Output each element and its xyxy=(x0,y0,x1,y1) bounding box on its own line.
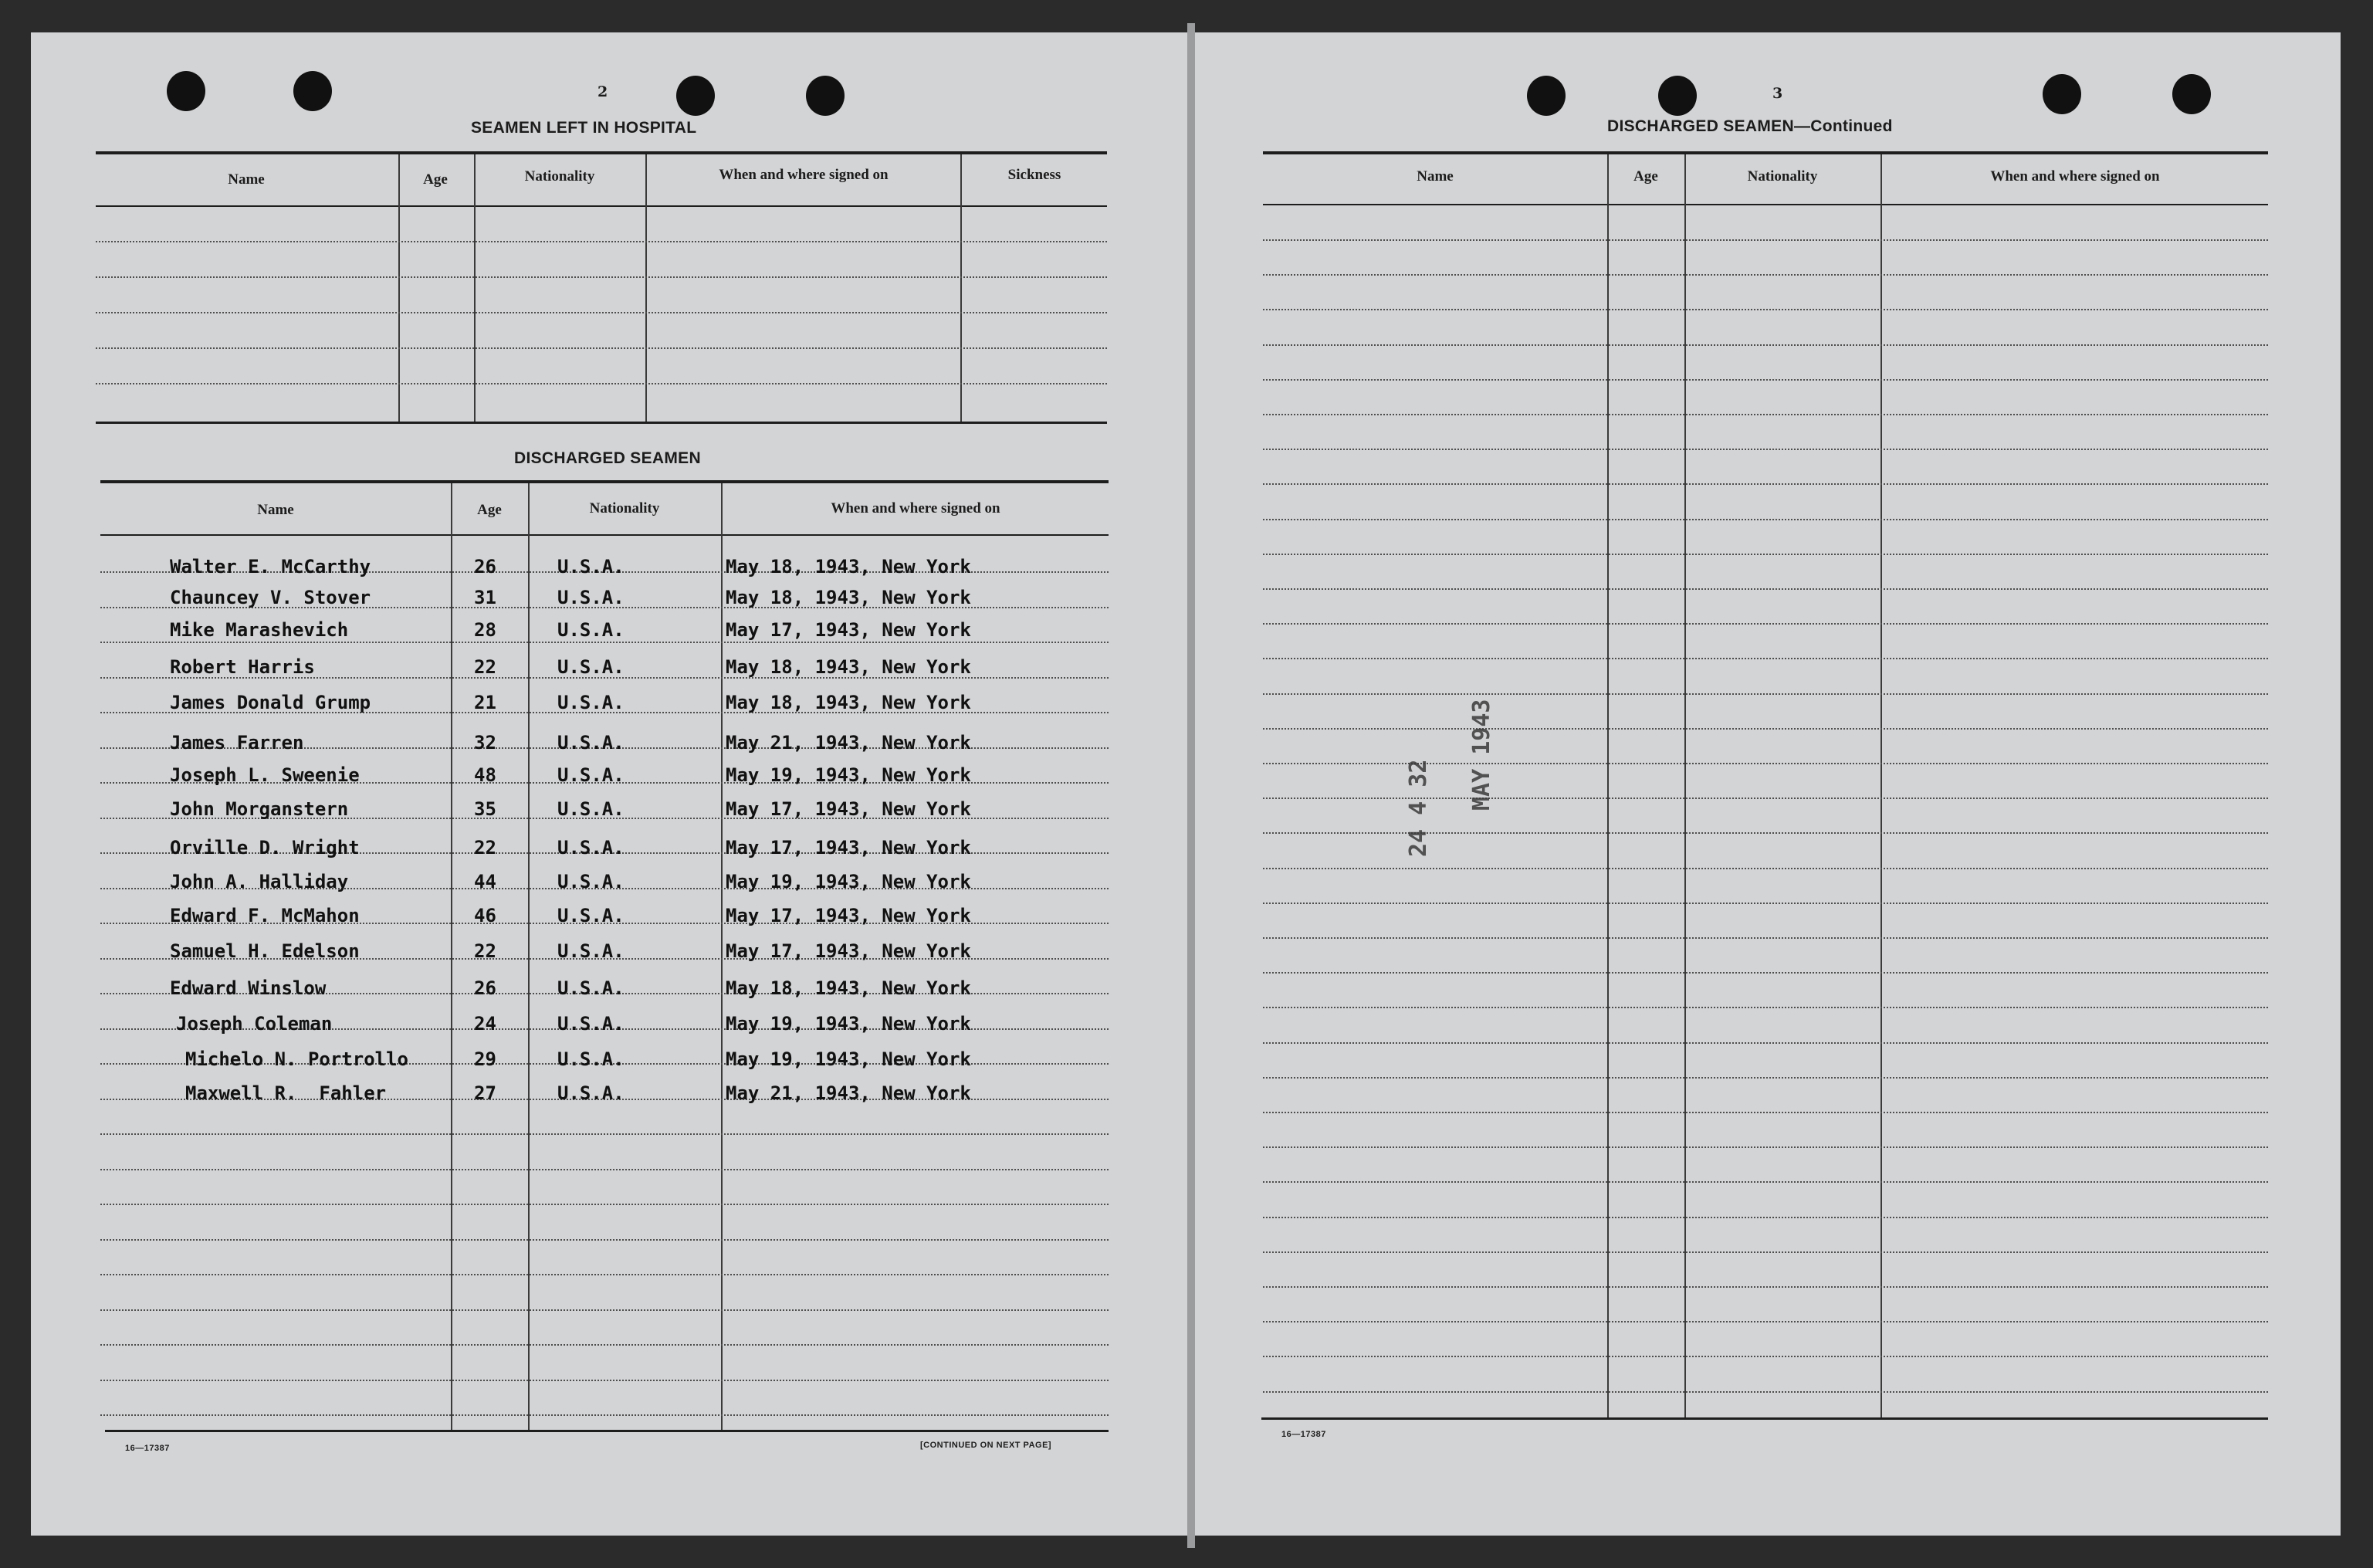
seaman-signed-on: May 19, 1943, New York xyxy=(726,1048,971,1070)
punch-hole xyxy=(806,76,845,116)
seaman-signed-on: May 17, 1943, New York xyxy=(726,619,971,641)
seaman-nationality: U.S.A. xyxy=(557,977,625,999)
seaman-nationality: U.S.A. xyxy=(557,692,625,713)
column-header-nationality: Nationality xyxy=(589,500,660,516)
row-guide-line xyxy=(100,1274,1109,1275)
column-header-nationality: Nationality xyxy=(524,168,595,185)
column-divider xyxy=(645,154,647,422)
column-header-name: Name xyxy=(228,171,265,188)
header-rule xyxy=(100,534,1109,536)
seaman-age: 21 xyxy=(474,692,496,713)
seaman-signed-on: May 21, 1943, New York xyxy=(726,732,971,754)
row-guide-line xyxy=(1263,379,2268,381)
seaman-name: Robert Harris xyxy=(170,656,315,678)
row-guide-line xyxy=(1263,554,2268,555)
seaman-age: 22 xyxy=(474,837,496,859)
row-guide-line xyxy=(1263,1181,2268,1183)
column-header-signed-on: When and where signed on xyxy=(719,167,889,183)
row-guide-line xyxy=(100,1309,1109,1311)
row-guide-line xyxy=(1263,693,2268,695)
seaman-signed-on: May 19, 1943, New York xyxy=(726,764,971,786)
row-guide-line xyxy=(1263,1286,2268,1288)
row-guide-line xyxy=(100,1204,1109,1205)
punch-hole xyxy=(2043,74,2081,114)
column-header-signed-on: When and where signed on xyxy=(1990,168,2160,185)
row-guide-line xyxy=(1263,1112,2268,1113)
form-number: 16—17387 xyxy=(1281,1430,1326,1439)
seaman-name: Samuel H. Edelson xyxy=(170,940,360,962)
seaman-age: 24 xyxy=(474,1013,496,1035)
seaman-nationality: U.S.A. xyxy=(557,764,625,786)
row-guide-line xyxy=(96,276,1107,278)
row-guide-line xyxy=(1263,1321,2268,1322)
row-guide-line xyxy=(1263,868,2268,869)
row-guide-line xyxy=(1263,658,2268,659)
seaman-signed-on: May 18, 1943, New York xyxy=(726,556,971,577)
seaman-nationality: U.S.A. xyxy=(557,1082,625,1104)
row-guide-line xyxy=(100,1239,1109,1241)
seaman-signed-on: May 18, 1943, New York xyxy=(726,977,971,999)
seaman-age: 22 xyxy=(474,940,496,962)
row-guide-line xyxy=(1263,588,2268,590)
row-guide-line xyxy=(1263,1251,2268,1253)
seaman-age: 29 xyxy=(474,1048,496,1070)
seaman-nationality: U.S.A. xyxy=(557,1013,625,1035)
seaman-name: Michelo N. Portrollo xyxy=(185,1048,408,1070)
seaman-age: 22 xyxy=(474,656,496,678)
column-header-nationality: Nationality xyxy=(1747,168,1818,185)
continued-section-title: DISCHARGED SEAMEN—Continued xyxy=(1607,117,1893,135)
seaman-nationality: U.S.A. xyxy=(557,587,625,608)
row-guide-line xyxy=(1263,309,2268,310)
table-top-rule xyxy=(100,480,1109,483)
seaman-signed-on: May 21, 1943, New York xyxy=(726,1082,971,1104)
seaman-signed-on: May 18, 1943, New York xyxy=(726,692,971,713)
seaman-signed-on: May 19, 1943, New York xyxy=(726,871,971,892)
table-bottom-rule xyxy=(1261,1417,2268,1420)
page-number: 2 xyxy=(597,83,608,100)
table-bottom-rule xyxy=(105,1430,1109,1432)
row-guide-line xyxy=(100,1414,1109,1416)
right-page xyxy=(1193,32,2341,1536)
seaman-name: James Farren xyxy=(170,732,304,754)
row-guide-line xyxy=(1263,414,2268,415)
punch-hole xyxy=(293,71,332,111)
row-guide-line xyxy=(1263,274,2268,276)
seaman-signed-on: May 18, 1943, New York xyxy=(726,656,971,678)
row-guide-line xyxy=(1263,1217,2268,1218)
table-top-rule xyxy=(96,151,1107,154)
row-guide-line xyxy=(1263,623,2268,625)
row-guide-line xyxy=(1263,483,2268,485)
received-stamp: 24 4 32 xyxy=(1405,759,1432,857)
column-header-age: Age xyxy=(423,171,448,188)
seaman-nationality: U.S.A. xyxy=(557,619,625,641)
page-fold xyxy=(1187,23,1195,1548)
row-guide-line xyxy=(96,241,1107,242)
form-number: 16—17387 xyxy=(125,1444,170,1453)
punch-hole xyxy=(676,76,715,116)
row-guide-line xyxy=(1263,1007,2268,1008)
seaman-signed-on: May 19, 1943, New York xyxy=(726,1013,971,1035)
continued-note: [CONTINUED ON NEXT PAGE] xyxy=(920,1441,1052,1450)
seaman-age: 26 xyxy=(474,977,496,999)
row-guide-line xyxy=(1263,1356,2268,1357)
header-rule xyxy=(96,205,1107,207)
seaman-signed-on: May 17, 1943, New York xyxy=(726,798,971,820)
seaman-name: Orville D. Wright xyxy=(170,837,360,859)
seaman-age: 46 xyxy=(474,905,496,926)
column-header-signed-on: When and where signed on xyxy=(831,500,1000,516)
seaman-signed-on: May 17, 1943, New York xyxy=(726,940,971,962)
seaman-nationality: U.S.A. xyxy=(557,556,625,577)
header-rule xyxy=(1263,204,2268,205)
seaman-name: James Donald Grump xyxy=(170,692,371,713)
seaman-name: Chauncey V. Stover xyxy=(170,587,371,608)
seaman-nationality: U.S.A. xyxy=(557,732,625,754)
row-guide-line xyxy=(100,642,1109,643)
seaman-signed-on: May 18, 1943, New York xyxy=(726,587,971,608)
table-top-rule xyxy=(1263,151,2268,154)
seaman-signed-on: May 17, 1943, New York xyxy=(726,905,971,926)
punch-hole xyxy=(1527,76,1566,116)
discharged-section-title: DISCHARGED SEAMEN xyxy=(514,449,701,467)
seaman-name: John Morganstern xyxy=(170,798,349,820)
row-guide-line xyxy=(96,347,1107,349)
seaman-age: 26 xyxy=(474,556,496,577)
row-guide-line xyxy=(1263,937,2268,939)
punch-hole xyxy=(2172,74,2211,114)
seaman-name: Edward F. McMahon xyxy=(170,905,360,926)
column-header-age: Age xyxy=(477,502,502,518)
seaman-nationality: U.S.A. xyxy=(557,656,625,678)
punch-hole xyxy=(1658,76,1697,116)
seaman-name: Maxwell R. Fahler xyxy=(185,1082,387,1104)
column-header-name: Name xyxy=(257,502,294,518)
row-guide-line xyxy=(1263,1391,2268,1393)
seaman-age: 48 xyxy=(474,764,496,786)
row-guide-line xyxy=(1263,519,2268,520)
page-number: 3 xyxy=(1772,85,1783,102)
seaman-age: 35 xyxy=(474,798,496,820)
row-guide-line xyxy=(100,1380,1109,1381)
hospital-bottom-rule xyxy=(96,422,1107,424)
column-header-age: Age xyxy=(1633,168,1658,185)
column-header-sickness: Sickness xyxy=(1007,167,1061,183)
row-guide-line xyxy=(96,383,1107,384)
seaman-name: Joseph Coleman xyxy=(176,1013,333,1035)
seaman-age: 28 xyxy=(474,619,496,641)
seaman-age: 44 xyxy=(474,871,496,892)
seaman-nationality: U.S.A. xyxy=(557,837,625,859)
row-guide-line xyxy=(1263,728,2268,730)
column-divider xyxy=(960,154,962,422)
hospital-section-title: SEAMEN LEFT IN HOSPITAL xyxy=(471,119,697,137)
seaman-nationality: U.S.A. xyxy=(557,798,625,820)
seaman-signed-on: May 17, 1943, New York xyxy=(726,837,971,859)
seaman-age: 32 xyxy=(474,732,496,754)
received-stamp: MAY 1943 xyxy=(1468,699,1495,811)
column-header-name: Name xyxy=(1417,168,1454,185)
seaman-nationality: U.S.A. xyxy=(557,871,625,892)
row-guide-line xyxy=(100,1169,1109,1170)
row-guide-line xyxy=(96,312,1107,313)
seaman-name: John A. Halliday xyxy=(170,871,349,892)
row-guide-line xyxy=(1263,972,2268,974)
seaman-name: Walter E. McCarthy xyxy=(170,556,371,577)
punch-hole xyxy=(167,71,205,111)
seaman-age: 31 xyxy=(474,587,496,608)
seaman-name: Edward Winslow xyxy=(170,977,327,999)
row-guide-line xyxy=(1263,1146,2268,1148)
row-guide-line xyxy=(1263,1042,2268,1044)
row-guide-line xyxy=(100,1344,1109,1346)
row-guide-line xyxy=(1263,1077,2268,1079)
row-guide-line xyxy=(100,1133,1109,1135)
row-guide-line xyxy=(1263,344,2268,346)
column-divider xyxy=(398,154,400,422)
seaman-age: 27 xyxy=(474,1082,496,1104)
column-divider xyxy=(528,483,530,1430)
column-divider xyxy=(451,483,452,1430)
seaman-nationality: U.S.A. xyxy=(557,1048,625,1070)
row-guide-line xyxy=(1263,449,2268,450)
row-guide-line xyxy=(1263,239,2268,241)
seaman-name: Joseph L. Sweenie xyxy=(170,764,360,786)
seaman-nationality: U.S.A. xyxy=(557,905,625,926)
column-divider xyxy=(721,483,723,1430)
seaman-name: Mike Marashevich xyxy=(170,619,349,641)
seaman-nationality: U.S.A. xyxy=(557,940,625,962)
column-divider xyxy=(474,154,476,422)
row-guide-line xyxy=(1263,903,2268,904)
